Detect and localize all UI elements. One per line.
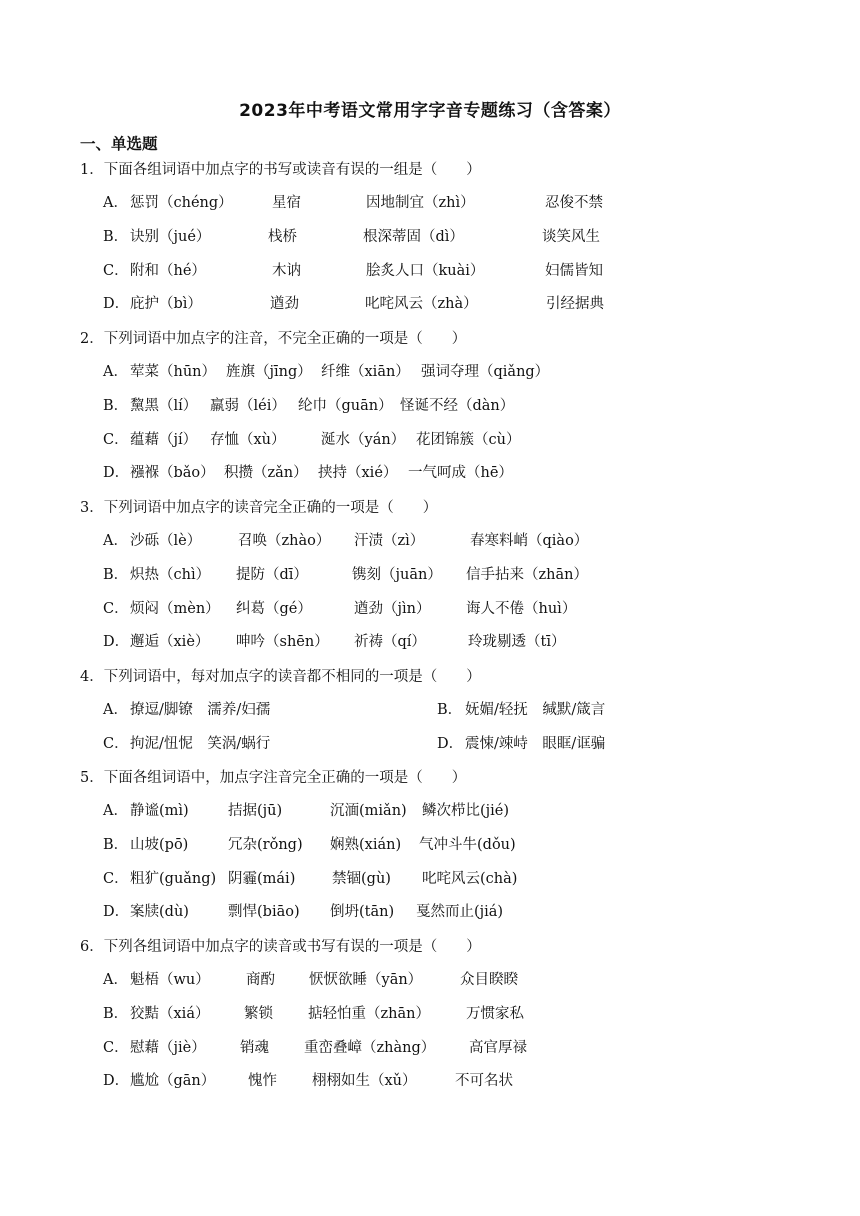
option-row-cd [80,728,780,762]
option-item: 尴尬（gān） [130,1073,216,1090]
option-b [80,829,780,863]
option-item: 妩媚/轻抚 缄默/箴言 [465,702,606,718]
option-item: 召唤（zhào） [238,533,331,549]
option-item: 根深蒂固（dì） [363,228,464,245]
option-item: 叱咤风云(chà) [422,870,518,887]
option-item: 慰藉（jiè） [130,1039,206,1056]
option-item: 挟持（xié） [318,465,398,482]
option-label: D． [103,296,130,313]
option-label: D． [103,1073,130,1090]
option-label: C． [103,870,129,887]
option-row-ab [80,694,780,728]
option-item: 叱咤风云（zhà） [365,296,478,313]
option-d [80,626,780,660]
option-label: C． [103,431,129,448]
option-label: A． [103,195,128,211]
option-c [80,593,780,627]
option-item: 春寒料峭（qiào） [470,533,589,549]
option-item: 庇护（bì） [130,296,202,313]
option-item: 积攒（zǎn） [224,465,308,482]
option-item: 荤菜（hūn） [130,364,217,380]
option-item: 汗渍（zì） [354,533,425,549]
option-c [80,1032,780,1066]
option-label: B． [103,1005,129,1022]
option-item: 愧怍 [248,1073,277,1090]
option-item: 山坡(pō) [130,836,189,853]
option-item: 栩栩如生（xǔ） [312,1073,417,1090]
option-item: 惩罚（chéng） [130,195,233,211]
option-item: 引经据典 [546,296,604,313]
option-label: A． [103,803,128,819]
option-d [80,1065,780,1099]
question-stem: 6．下列各组词语中加点字的读音或书写有误的一项是（ ） [80,939,481,955]
section-heading: 一、单选题 [80,135,158,153]
option-a [80,356,780,390]
option-label: A． [103,972,128,988]
option-item: 因地制宜（zhì） [366,195,475,211]
option-item: 栈桥 [268,228,297,245]
option-item: 纶巾（guān） [298,397,393,414]
option-item: 魁梧（wu） [130,972,210,988]
option-item: 一气呵成（hē） [408,465,513,482]
option-item: 戛然而止(jiá) [416,904,504,921]
option-item: 掂轻怕重（zhān） [308,1005,430,1022]
option-item: 涎水（yán） [321,431,406,448]
option-item: 存恤（xù） [210,431,286,448]
option-item: 娴熟(xián) [330,836,402,853]
option-item: 撩逗/脚镣 濡养/妇孺 [130,702,271,718]
option-item: 妇儒皆知 [545,262,603,279]
option-item: 祈祷（qí） [354,634,426,651]
question-stem: 3．下列词语中加点字的读音完全正确的一项是（ ） [80,500,438,516]
option-item: 万惯家私 [466,1005,524,1022]
option-a [80,187,780,221]
option-b [80,998,780,1032]
option-item: 花团锦簇（cù） [416,431,521,448]
option-item: 案牍(dù) [130,904,189,921]
option-item: 纠葛（gé） [236,600,312,617]
option-b [80,221,780,255]
option-item: 静谧(mì) [130,803,189,819]
option-item: 诲人不倦（huì） [466,600,577,617]
option-b [80,390,780,424]
option-label: C． [103,735,129,752]
option-label: D． [437,735,464,752]
option-item: 羸弱（léi） [210,397,286,414]
option-d [80,288,780,322]
option-item: 蕴藉（jí） [130,431,198,448]
option-item: 震悚/竦峙 眼眶/诓骗 [465,735,606,752]
option-item: 冗杂(rǒng) [228,836,303,853]
option-item: 销魂 [240,1039,269,1056]
question-stem: 2．下列词语中加点字的注音，不完全正确的一项是（ ） [80,331,467,347]
option-b [80,559,780,593]
question-stem: 4．下列词语中，每对加点字的读音都不相同的一项是（ ） [80,669,481,685]
option-label: C． [103,600,129,617]
page-title: 2023年中考语文常用字字音专题练习（含答案） [239,101,621,121]
question-5 [80,761,780,930]
option-item: 信手拈来（zhān） [466,566,588,583]
option-item: 商酌 [246,972,275,988]
option-d [80,896,780,930]
option-label: D． [103,634,130,651]
option-c [80,863,780,897]
question-6 [80,930,780,1099]
option-item: 怪诞不经（dàn） [400,397,515,414]
option-label: B． [103,228,129,245]
question-3 [80,491,780,660]
option-label: C． [103,262,129,279]
question-2 [80,322,780,491]
option-item: 呻吟（shēn） [236,634,329,651]
option-label: D． [103,904,130,921]
question-4 [80,660,780,762]
option-item: 不可名状 [455,1073,513,1090]
option-item: 遒劲（jìn） [354,600,431,617]
option-item: 拘泥/忸怩 笑涡/蜗行 [130,735,271,752]
option-item: 镌刻（juān） [352,566,442,583]
option-item: 强词夺理（qiǎng） [421,364,550,380]
option-item: 旌旗（jīng） [226,364,312,380]
option-item: 沙砾（lè） [130,533,202,549]
option-item: 纤维（xiān） [321,364,410,380]
option-label: A． [103,364,128,380]
option-item: 诀别（jué） [130,228,211,245]
option-label: D． [103,465,130,482]
option-label: A． [103,533,128,549]
option-item: 粗犷(guǎng) [130,870,217,887]
option-item: 恹恹欲睡（yān） [309,972,423,988]
option-item: 星宿 [272,195,301,211]
option-item: 襁褓（bǎo） [130,465,215,482]
option-a [80,964,780,998]
option-label: B． [103,836,129,853]
option-item: 重峦叠嶂（zhàng） [304,1039,436,1056]
option-item: 提防（dī） [236,566,308,583]
option-item: 禁锢(gù) [332,870,391,887]
option-item: 玲珑剔透（tī） [468,634,566,651]
option-item: 木讷 [272,262,301,279]
option-item: 谈笑风生 [542,228,600,245]
option-item: 遒劲 [270,296,299,313]
option-item: 狡黠（xiá） [130,1005,210,1022]
option-item: 黧黑（lí） [130,397,198,414]
question-stem: 1．下面各组词语中加点字的书写或读音有误的一组是（ ） [80,162,481,178]
question-1 [80,153,780,322]
option-label: B． [103,397,129,414]
option-item: 高官厚禄 [469,1039,527,1056]
option-item: 气冲斗牛(dǒu) [419,836,516,853]
option-item: 剽悍(biāo) [228,904,300,921]
option-item: 倒坍(tān) [330,904,395,921]
option-item: 繁锁 [244,1005,273,1022]
option-c [80,424,780,458]
option-item: 忍俊不禁 [545,195,603,211]
option-item: 沉湎(miǎn) [330,803,407,819]
option-item: 众目睽睽 [460,972,518,988]
option-label: B． [437,702,463,718]
option-a [80,795,780,829]
option-label: B． [103,566,129,583]
question-stem: 5．下面各组词语中，加点字注音完全正确的一项是（ ） [80,770,467,786]
option-item: 炽热（chì） [130,566,211,583]
option-item: 阴霾(mái) [228,870,296,887]
option-item: 烦闷（mèn） [130,600,220,617]
option-label: C． [103,1039,129,1056]
option-d [80,457,780,491]
option-label: A． [103,702,128,718]
option-item: 附和（hé） [130,262,206,279]
option-item: 邂逅（xiè） [130,634,210,651]
option-item: 脍炙人口（kuài） [366,262,485,279]
option-a [80,525,780,559]
option-c [80,255,780,289]
option-item: 鳞次栉比(jié) [422,803,510,819]
option-item: 拮据(jū) [228,803,283,819]
